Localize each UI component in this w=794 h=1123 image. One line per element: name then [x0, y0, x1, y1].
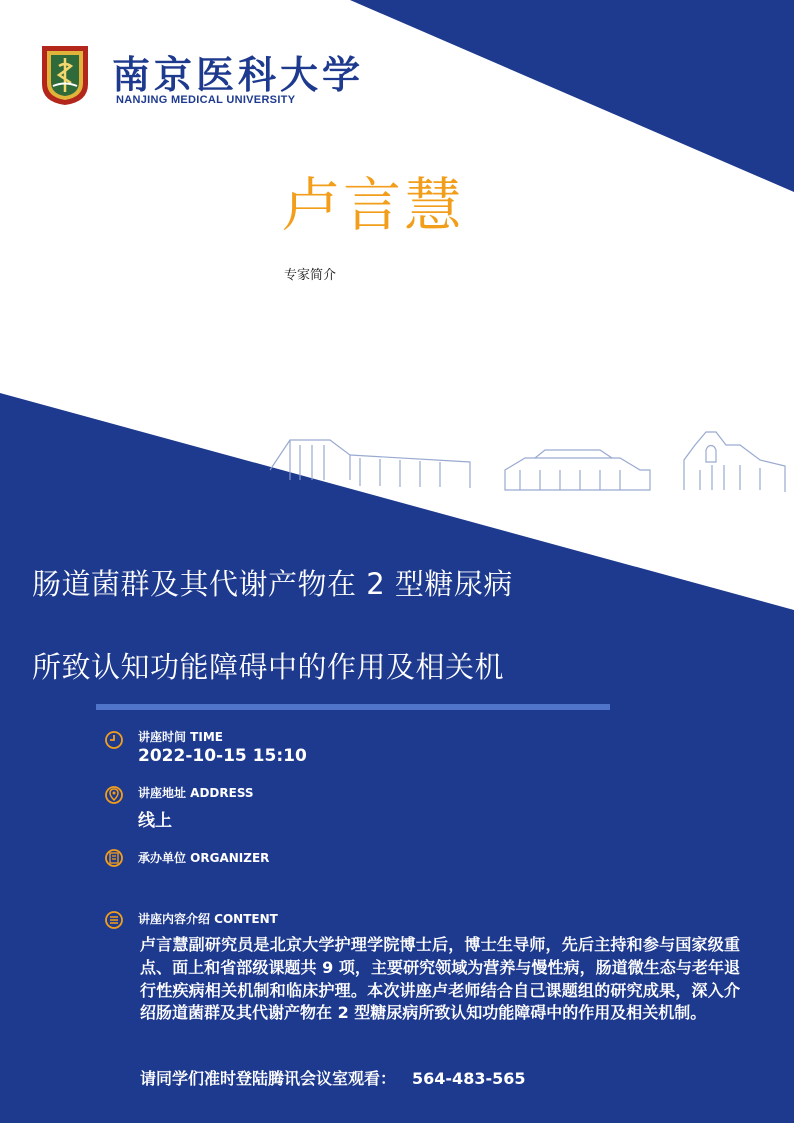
lecture-title-line-1: 肠道菌群及其代谢产物在 2 型糖尿病 [32, 567, 513, 601]
address-label: 讲座地址 ADDRESS [138, 786, 254, 800]
location-pin-icon [104, 785, 124, 807]
title-divider [96, 704, 610, 710]
content-description: 卢言慧副研究员是北京大学护理学院博士后，博士生导师，先后主持和参与国家级重点、面上和省部级课题共 9 项，主要研究领域为营养与慢性病，肠道微生态与老年退行性疾病相关机制和临床护理。本次讲座卢老师结合自己课题组的研究成果，深入介绍肠道菌群及其代谢产物在 2 型糖尿病所致认知功能障碍中的作用及相关机制。 [140, 935, 740, 1023]
building-icon [104, 848, 124, 868]
content-label: 讲座内容介绍 CONTENT [138, 912, 278, 926]
meeting-prompt: 请同学们准时登陆腾讯会议室观看： [140, 1069, 397, 1088]
meeting-info [140, 1066, 526, 1089]
university-emblem [40, 44, 90, 110]
organizer-label: 承办单位 ORGANIZER [138, 851, 270, 865]
speaker-intro-label: 专家简介 [284, 268, 337, 283]
campus-skyline [270, 432, 785, 492]
time-value: 2022-10-15 15:10 [138, 746, 307, 766]
speaker-name: 卢言慧 [282, 171, 466, 239]
clock-icon [104, 730, 124, 750]
meeting-id: 564-483-565 [412, 1069, 526, 1088]
university-name-en: NANJING MEDICAL UNIVERSITY [116, 94, 296, 106]
list-icon [104, 910, 124, 930]
lecture-title-line-2: 所致认知功能障碍中的作用及相关机 [32, 650, 505, 684]
address-value: 线上 [138, 811, 172, 831]
university-name-cn: 南京医科大学 [112, 52, 365, 97]
time-label: 讲座时间 TIME [138, 730, 223, 744]
